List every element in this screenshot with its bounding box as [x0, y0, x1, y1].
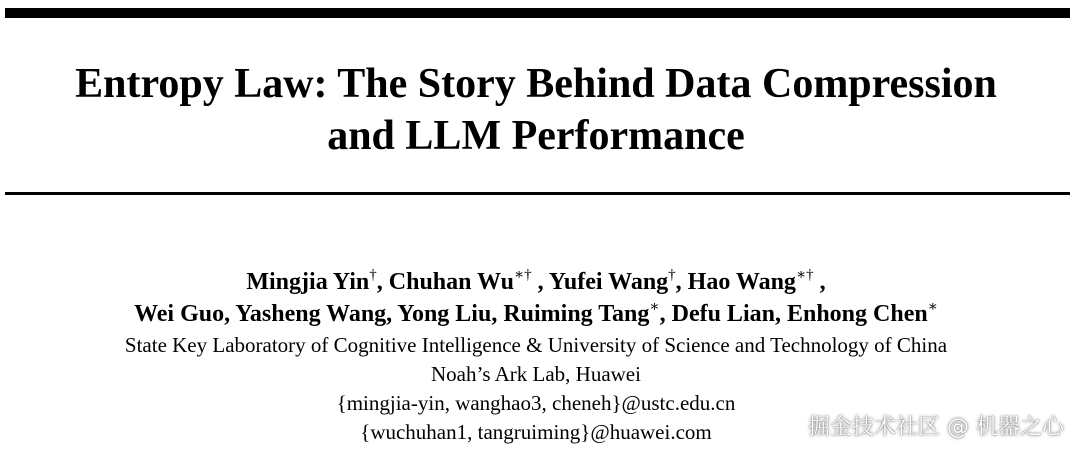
author-name: Defu Lian: [671, 301, 775, 327]
author-name: Enhong Chen: [786, 301, 928, 327]
email-ustc: {mingjia-yin, wanghao3, cheneh}@ustc.edu.cn: [336, 391, 736, 415]
paper-title: [0, 58, 1072, 162]
author-separator: ,: [386, 301, 398, 327]
author-line-1: [0, 266, 1072, 298]
title-line-2: and LLM Performance: [327, 113, 745, 159]
author-mark: †: [668, 267, 676, 283]
author-separator: ,: [224, 301, 236, 327]
email-huawei: {wuchuhan1, tangruiming}@huawei.com: [360, 420, 712, 444]
author-line-2: [0, 298, 1072, 330]
author-name: Yufei Wang: [548, 269, 669, 295]
top-rule: [5, 8, 1070, 18]
author-list: [0, 266, 1072, 330]
author-mark: ∗†: [513, 267, 532, 283]
author-mark: ∗: [927, 299, 938, 315]
watermark-text: 掘金技术社区 @ 机器之心: [808, 415, 1064, 440]
affiliation-huawei: Noah’s Ark Lab, Huawei: [431, 362, 641, 386]
author-name: Yasheng Wang: [235, 301, 387, 327]
author-name: Wei Guo: [134, 301, 225, 327]
title-line-1: Entropy Law: The Story Behind Data Compression: [75, 61, 997, 107]
author-mark: ∗: [649, 299, 660, 315]
author-separator: ,: [531, 269, 549, 295]
author-separator: ,: [376, 269, 389, 295]
author-mark: †: [369, 267, 377, 283]
author-separator: ,: [659, 301, 672, 327]
bottom-rule: [5, 192, 1070, 195]
affiliation-ustc: State Key Laboratory of Cognitive Intelligence & University of Science and Technology of China: [124, 333, 948, 357]
author-name: Yong Liu: [397, 301, 492, 327]
author-name: Chuhan Wu: [388, 269, 514, 295]
author-name: Hao Wang: [687, 269, 796, 295]
author-separator: ,: [491, 301, 504, 327]
author-name: Mingjia Yin: [246, 269, 370, 295]
author-separator: ,: [675, 269, 688, 295]
author-name: Ruiming Tang: [503, 301, 650, 327]
author-separator: ,: [774, 301, 787, 327]
author-mark: ∗†: [795, 267, 814, 283]
author-separator: ,: [813, 269, 826, 295]
